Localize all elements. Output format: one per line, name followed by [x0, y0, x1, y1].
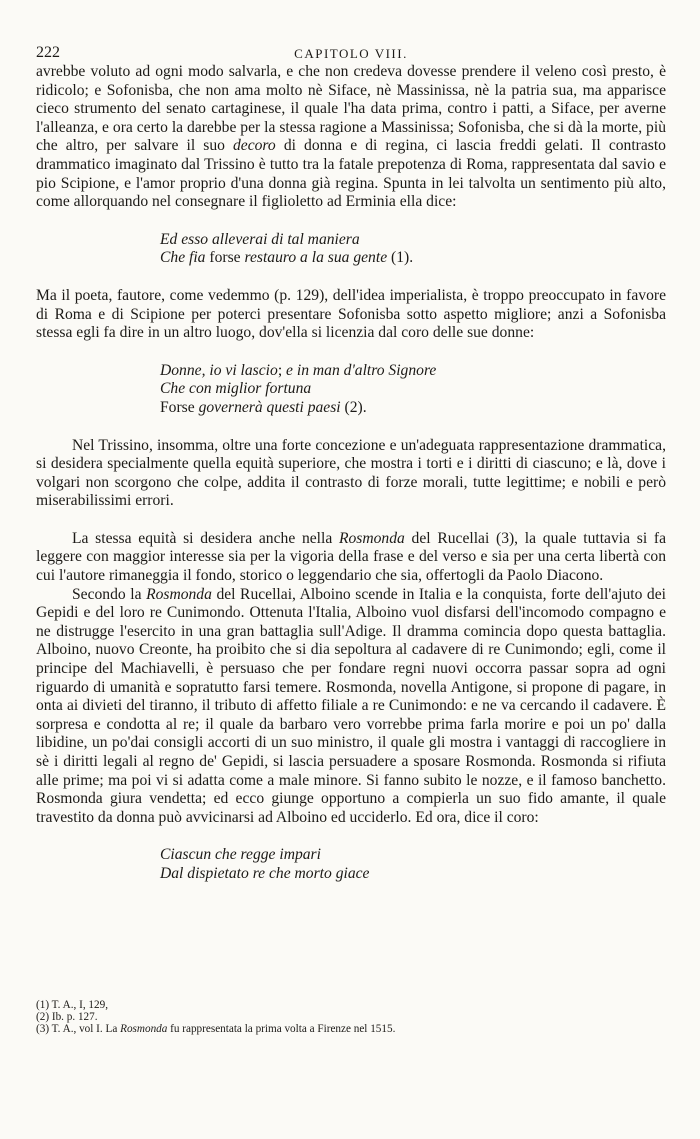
- paragraph-5-text-a: Secondo la: [72, 585, 147, 603]
- verse-quote-1: [160, 231, 666, 268]
- verse-line-text: Che con miglior fortuna: [160, 380, 312, 398]
- work-title: Rosmonda: [338, 529, 405, 547]
- chapter-title: CAPITOLO VIII.: [294, 46, 408, 61]
- verse-line: [160, 399, 666, 418]
- paragraph-4: [36, 530, 666, 586]
- verse-line-text: ;: [277, 361, 287, 379]
- verse-line-text: Che fia: [160, 249, 206, 267]
- paragraph-5-text-b: del Rucellai, Alboino scende in Italia e la conquista, forte dell'ajuto dei Gepidi e del loro re Cunimondo. Ottenuta l'Italia, Alboino vuol disfarsi dell'incomodo compagno e ne distrugge l'esercito in una gran battaglia sull'Adige. Il dramma comincia dopo questa battaglia. Alboino, nuovo Creonte, ha proibito che si dia sepoltura al cadavere di re Cunimondo; egli, come il principe del Machiavelli, è persuaso che per fondare regni nuovi occorra passar sopra ad ogni riguardo di umanità e sopratutto farsi temere. Rosmonda, novella Antigone, si propone di pagare, in onta ai divieti del tiranno, il tributo di affetto filiale a re Cunimondo: e ne va cercando il cadavere. È sorpresa e condotta al re; il quale da barbaro vero vorrebbe prima farla morire e poi un po' dalla libidine, un po'dai consigli accorti di un suo ministro, il quale gli mostra i vantaggi di raccogliere in sè i diritti legali al regno de' Gepidi, si lascia persuadere a sposare Rosmonda. Rosmonda si rifiuta alle prime; ma poi vi si adatta come a male minore. Si fanno subito le nozze, e il famoso banchetto. Rosmonda giura vendetta; ed ecco giunge opportuno a compierla un suo fido amante, il quale travestito da donna può avvicinarsi ad Alboino ed ucciderlo. Ed ora, dice il coro:: [36, 585, 666, 826]
- verse-quote-3: [160, 846, 666, 883]
- verse-line-text: Ciascun che regge impari: [160, 846, 321, 864]
- paragraph-1-text-b: di donna e di regina, ci lascia freddi gelati. Il contrasto drammatico imaginato dal Trissino è tutto tra la fatale prepotenza di Roma, rappresentata dal savio e pio Scipione, e l'amor proprio d'una donna già regina. Spunta in lei talvolta un sentimento più alto, come allorquando nel consegnare il figlioletto ad Erminia ella dice:: [36, 137, 666, 211]
- page-number: 222: [36, 44, 60, 61]
- paragraph-2: Ma il poeta, fautore, come vedemmo (p. 129), dell'idea imperialista, è troppo preoccupato in favore di Roma e di Scipione per poterci presentare Sofonisba sotto aspetto migliore; anzi a Sofonisba stessa egli fa dire in un altro luogo, dov'ella si licenzia dal coro delle sue donne:: [36, 286, 666, 342]
- verse-line-text: Donne, io vi lascio: [160, 361, 278, 379]
- footnote-3: [36, 1024, 666, 1036]
- verse-quote-2: [160, 362, 666, 418]
- footnotes: [36, 1000, 666, 1035]
- verse-line-text: e in man d'altro Signore: [286, 361, 437, 379]
- verse-line: [160, 249, 666, 268]
- verse-line-text: governerà questi paesi: [198, 398, 341, 416]
- paragraph-5: [36, 586, 666, 828]
- paragraph-1-text-a: avrebbe voluto ad ogni modo salvarla, e che non credeva dovesse prendere il veleno così presto, è ridicolo; e Sofonisba, che non ama molto nè Siface, nè Massinissa, nè la patria sua, ma apparisce cieco strumento del senato cartaginese, il quale l'ha data prima, contro i patti, a Siface, per averne l'alleanza, e ora certo la darebbe per la stessa ragione a Massinissa; Sofonisba, che si dà la morte, più che altro, per salvare il suo: [36, 63, 666, 155]
- work-title: Rosmonda: [146, 585, 212, 603]
- paragraph-4-text-a: La stessa equità si desidera anche nella: [72, 529, 339, 547]
- running-head: [36, 44, 666, 64]
- body-text: [36, 63, 666, 884]
- verse-line: [160, 362, 666, 381]
- verse-line-text: Forse: [160, 398, 199, 416]
- verse-line: [160, 231, 666, 250]
- paragraph-1-italic: decoro: [233, 137, 276, 155]
- footnote-3-text-a: (3) T. A., vol I. La: [36, 1022, 121, 1035]
- footnote-3-text-b: fu rappresentata la prima volta a Firenze nel 1515.: [167, 1022, 396, 1035]
- footnote-ref: (2).: [340, 398, 367, 416]
- verse-line-text: Ed esso alleverai di tal maniera: [160, 230, 360, 248]
- paragraph-3: Nel Trissino, insomma, oltre una forte concezione e un'adeguata rappresentazione drammatica, si desidera specialmente quella equità superiore, che mostra i torti e i diritti di ciascuno; e là, dove i volgari non scorgono che colpe, addita il contrasto di forze morali, tutte legittime; e nobili e però miserabilissimi errori.: [36, 436, 666, 510]
- paragraph-4-text-b: del Rucellai (3), la quale tuttavia si fa leggere con maggior interesse sia per la vigoria della frase e del verso e sia per una certa libertà con cui l'autore rimaneggia il fondo, storico o leggendario che sia, offertogli da Paolo Diacono.: [36, 529, 666, 585]
- paragraph-1: [36, 63, 666, 212]
- footnote-ref: (1).: [387, 249, 414, 267]
- footnote-2: (2) Ib. p. 127.: [36, 1010, 98, 1023]
- verse-line-text: Dal dispietato re che morto giace: [160, 864, 370, 882]
- verse-line: [160, 846, 666, 865]
- verse-line-text: restauro a la sua gente: [244, 249, 388, 267]
- work-title: Rosmonda: [120, 1022, 168, 1035]
- footnote-1: (1) T. A., I, 129,: [36, 999, 108, 1011]
- verse-line: [160, 380, 666, 399]
- verse-line: [160, 865, 666, 884]
- verse-line-text: forse: [205, 249, 245, 267]
